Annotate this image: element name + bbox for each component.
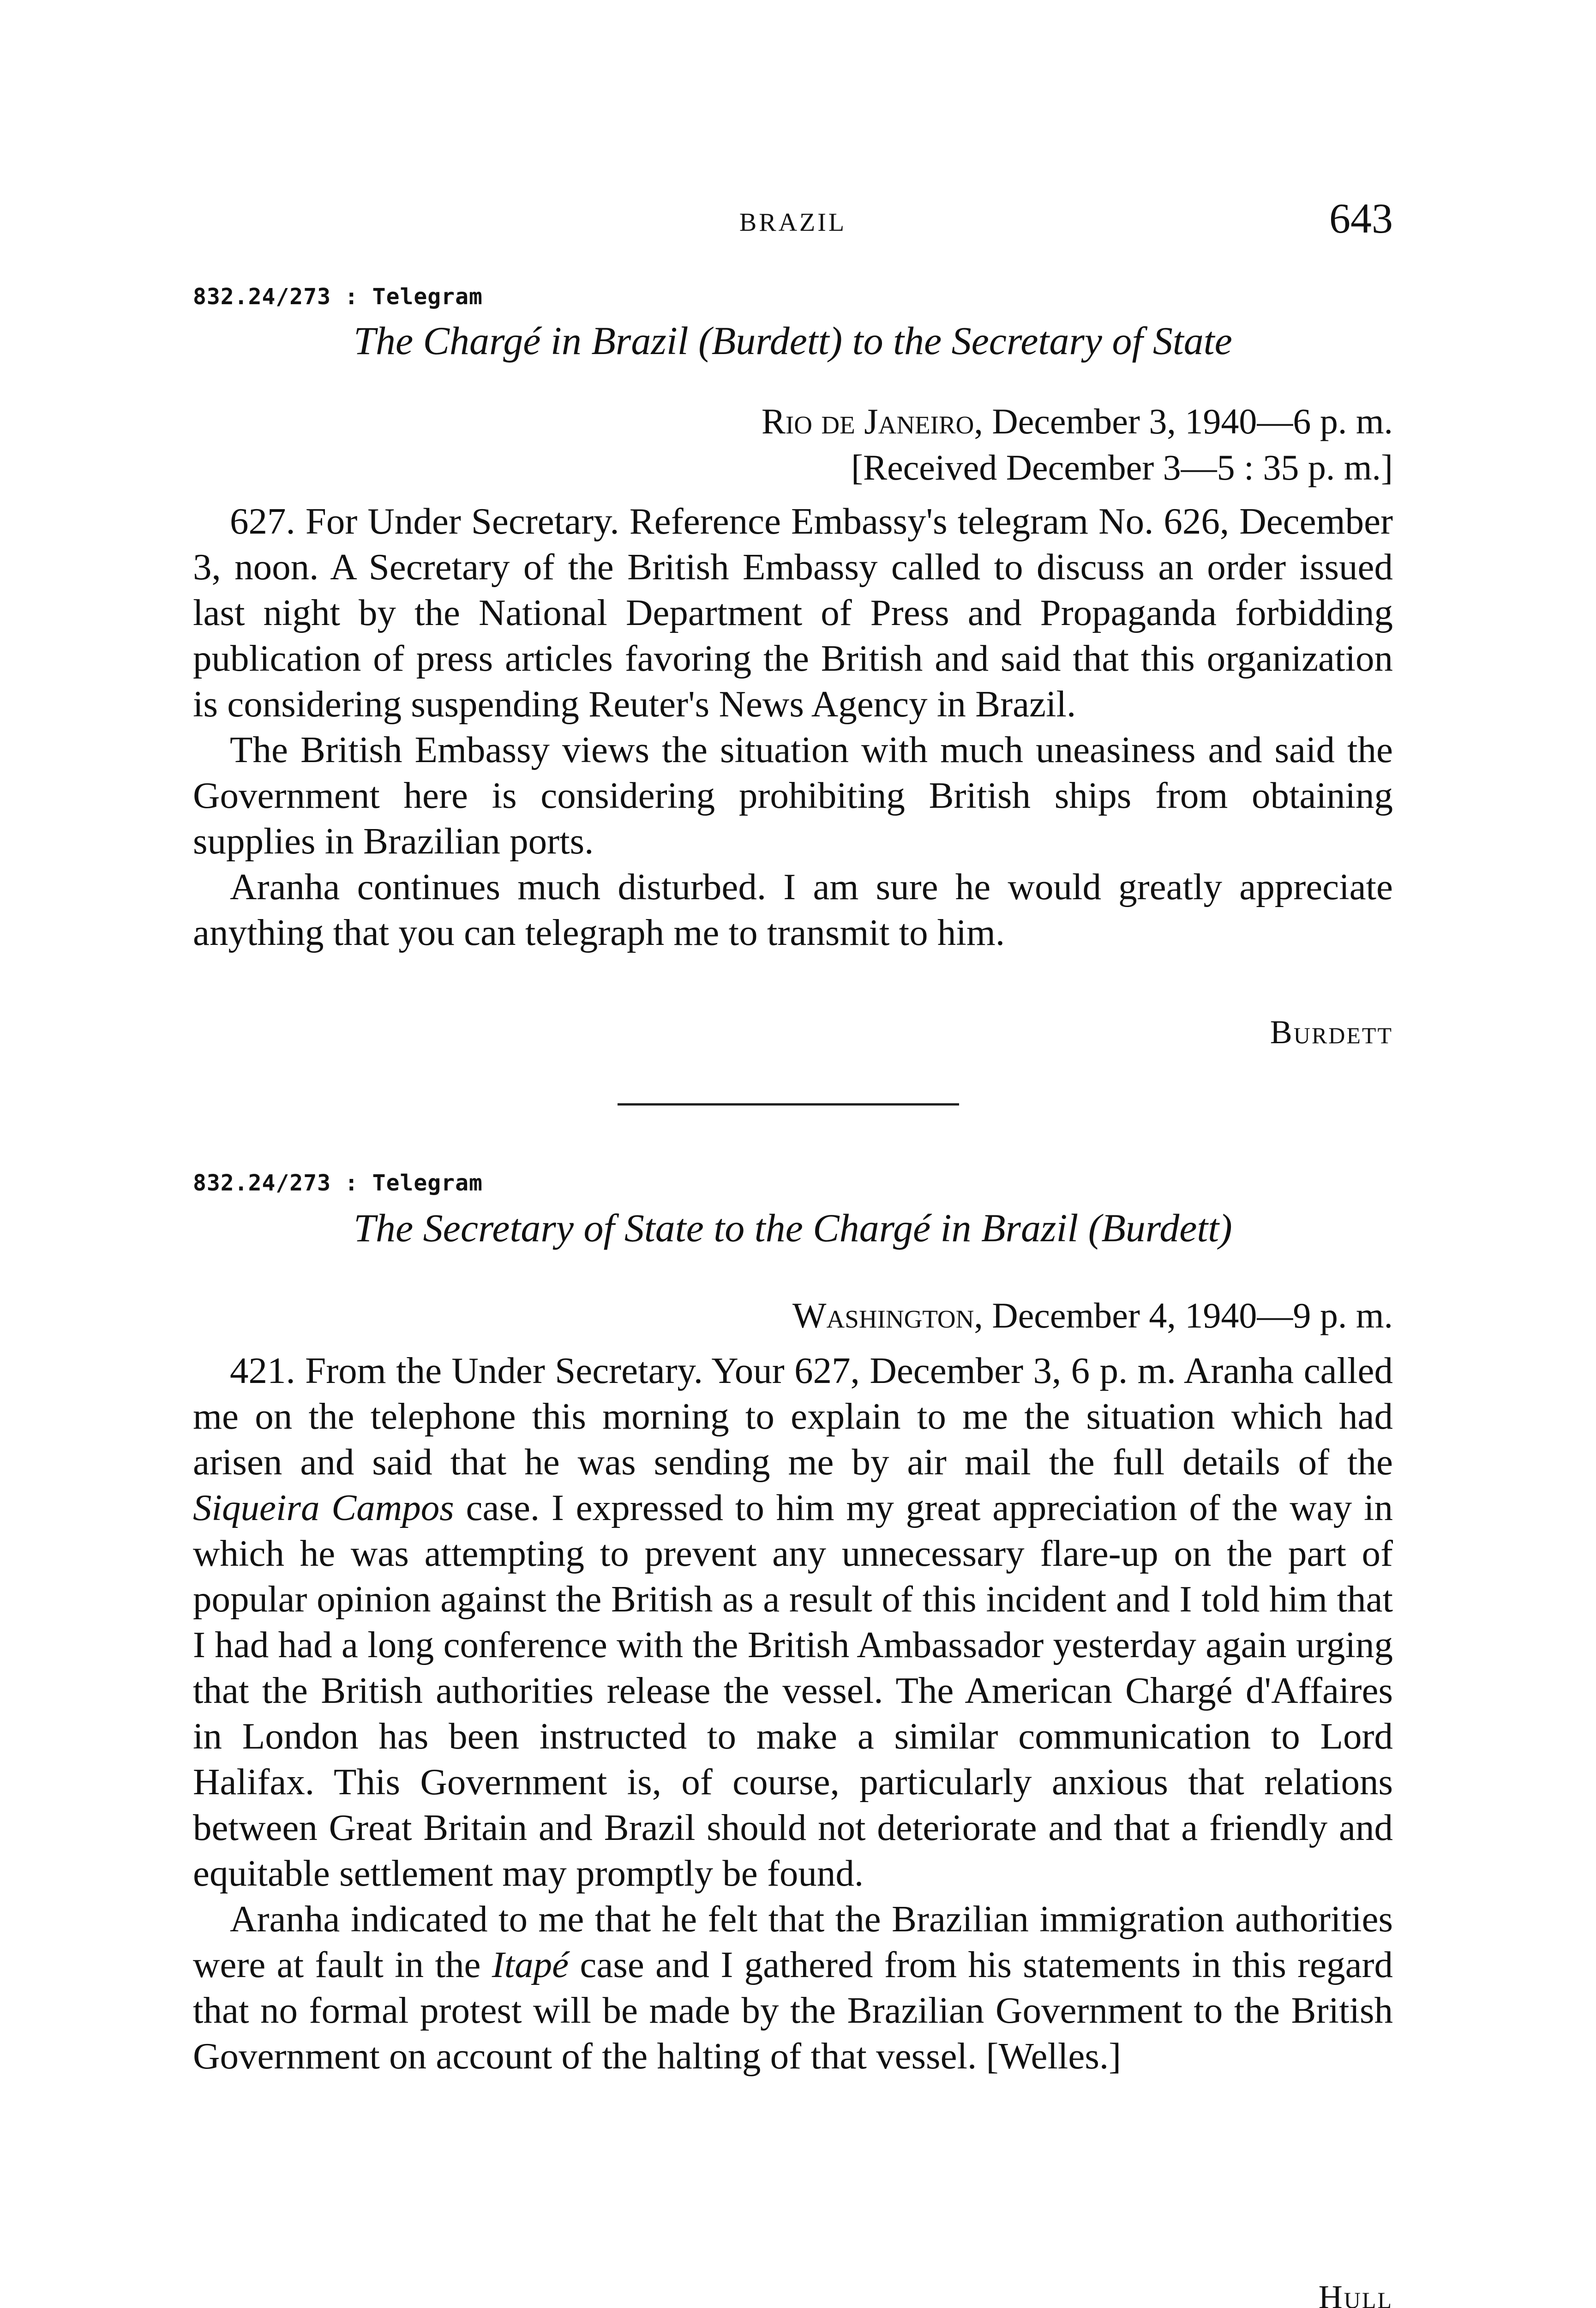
section-divider [618,1103,959,1106]
file-number: 832.24/273 : Telegram [193,284,483,310]
document-page [193,0,1393,2308]
paragraph-text: Aranha indicated to me that he felt that the Brazilian immigration authorities were at fault in the [193,1898,1393,1985]
telegram-body [193,499,1393,956]
paragraph [193,1896,1393,2079]
file-number: 832.24/273 : Telegram [193,1170,483,1196]
document-title: The Chargé in Brazil (Burdett) to the Secretary of State [354,319,1232,363]
paragraph: Aranha continues much disturbed. I am sure he would greatly appreciate anything that you can telegraph me to transmit to him. [193,866,1393,953]
running-title: BRAZIL [739,208,847,237]
dateline [792,1295,1393,1336]
document-title: The Secretary of State to the Chargé in Brazil (Burdett) [354,1206,1232,1250]
signature: Hull [1318,2278,1393,2308]
paragraph-text: case and I gathered from his statements in this regard that no formal protest will be made by the Brazilian Government to the British Government on account of the halting of that vessel. [Welles.] [193,1944,1393,2077]
paragraph-text: case. I expressed to him my great appreciation of the way in which he was attempting to prevent any unnecessary flare-up on the part of popular opinion against the British as a result of this incident and I told him that I had had a long conference with the British Ambassador yesterday again urging that the British authorities release the vessel. The American Chargé d'Affaires in London has been instructed to make a similar communication to Lord Halifax. This Government is, of course, particularly anxious that relations between Great Britain and Brazil should not deteriorate and that a friendly and equitable settlement may promptly be found. [193,1487,1393,1894]
signature: Burdett [1270,1014,1393,1051]
dateline-date: December 3, 1940—6 p. m. [983,401,1393,441]
ship-name: Itapé [492,1944,569,1985]
paragraph-text: 421. From the Under Secretary. Your 627, December 3, 6 p. m. Aranha called me on the telephone this morning to explain to me the situation which had arisen and said that he was sending me by air mail the full details of the [193,1350,1393,1483]
telegram-body [193,1348,1393,2079]
ship-name: Siqueira Campos [193,1487,454,1528]
dateline-date: December 4, 1940—9 p. m. [983,1295,1393,1335]
page-number: 643 [1329,195,1393,242]
paragraph [193,1348,1393,1896]
paragraph: The British Embassy views the situation with much uneasiness and said the Government here is considering prohibiting British ships from obtaining supplies in Brazilian ports. [193,729,1393,862]
dateline [762,401,1393,442]
dateline-place: Rio de Janeiro, [761,401,983,441]
dateline-place: Washington, [792,1295,983,1335]
paragraph: 627. For Under Secretary. Reference Embassy's telegram No. 626, December 3, noon. A Secretary of the British Embassy called to discuss an order issued last night by the National Department of Press and Propaganda forbidding publication of press articles favoring the British and said that this organization is considering suspending Reuter's News Agency in Brazil. [193,500,1393,725]
running-head [193,194,1393,245]
received-line: [Received December 3—5 : 35 p. m.] [851,447,1393,487]
